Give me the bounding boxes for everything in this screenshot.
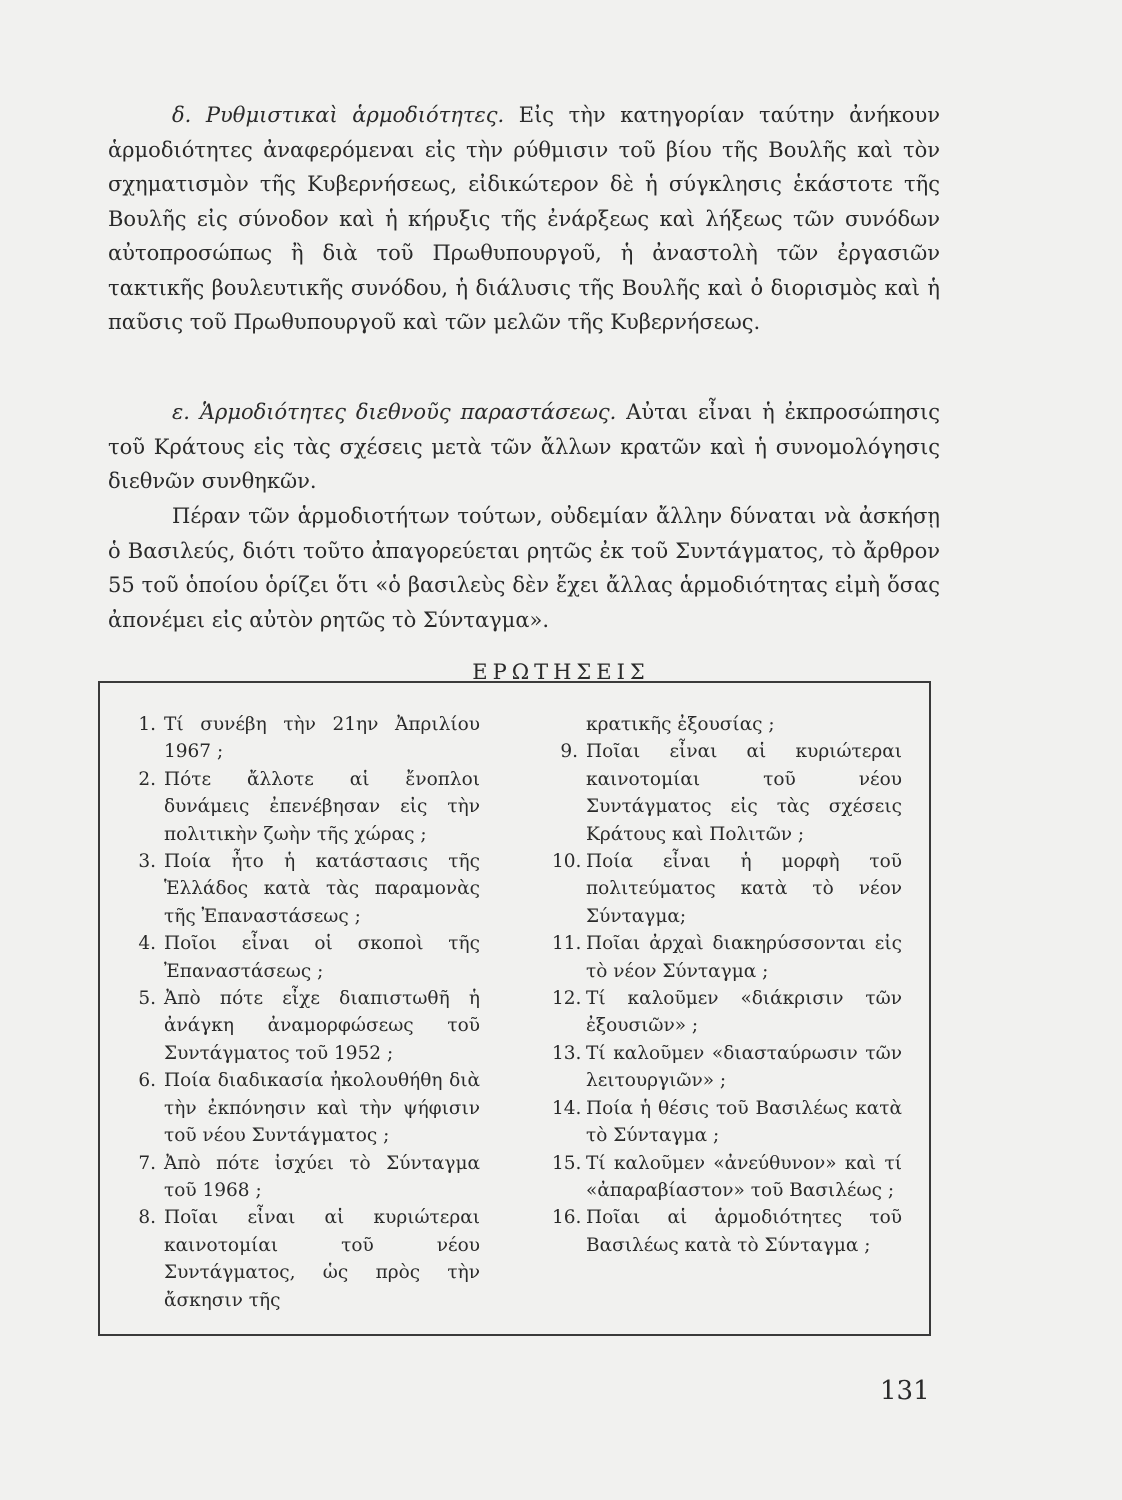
paragraph-heading: ε. Ἁρμοδιότητες διεθνοῦς παραστάσεως. (172, 400, 617, 424)
question-text: Ποία διαδικασία ἠκολουθήθη διὰ τὴν ἐκπόνησιν καὶ τὴν ψήφισιν τοῦ νέου Συντάγματος ; (164, 1070, 480, 1147)
question-item (552, 1040, 902, 1095)
question-number: 8. (138, 1207, 156, 1229)
question-number: 1. (138, 714, 156, 735)
questions-column-right (552, 711, 902, 1259)
question-number: 14. (552, 1097, 582, 1119)
question-number: 12. (552, 988, 582, 1010)
paragraph-regulatory-powers (108, 98, 940, 340)
question-text: Ποία ἦτο ἡ κατάστασις τῆς Ἑλλάδος κατὰ τὰς παραμονὰς τῆς Ἐπαναστάσεως ; (164, 851, 480, 927)
question-number: 5. (138, 988, 156, 1010)
question-item (130, 1204, 480, 1314)
paragraph-text: Εἰς τὴν κατηγορίαν ταύτην ἀνήκουν ἁρμοδιότητες ἀναφερόμεναι εἰς τὴν ρύθμισιν τοῦ βίου τῆς Βουλῆς καὶ τὸν σχηματισμὸν τῆς Κυβερνήσεως, εἰδικώτερον δὲ ἡ σύγκλησις ἑκάστοτε τῆς Βουλῆς εἰς σύνοδον καὶ ἡ κήρυξις τῆς ἐνάρξεως καὶ λήξεως τῶν συνόδων αὐτοπροσώπως ἢ διὰ τοῦ Πρωθυπουργοῦ, ἡ ἀναστολὴ τῶν ἐργασιῶν τακτικῆς βουλευτικῆς συνόδου, ἡ διάλυσις τῆς Βουλῆς καὶ ὁ διορισμὸς καὶ ἡ παῦσις τοῦ Πρωθυπουργοῦ καὶ τῶν μελῶν τῆς Κυβερνήσεως. (108, 103, 940, 334)
question-text: Ποῖοι εἶναι οἱ σκοποὶ τῆς Ἐπαναστάσεως ; (164, 933, 480, 982)
question-number: 10. (552, 851, 582, 873)
question-text: Ποῖαι εἶναι αἱ κυριώτεραι καινοτομίαι τοῦ νέου Συντάγματος εἰς τὰς σχέσεις Κράτους καὶ Πολιτῶν ; (586, 741, 902, 845)
question-text: Ποία ἡ θέσις τοῦ Βασιλέως κατὰ τὸ Σύνταγμα ; (586, 1097, 902, 1147)
question-text: Ἀπὸ πότε ἰσχύει τὸ Σύνταγμα τοῦ 1968 ; (164, 1152, 480, 1201)
question-number: 2. (138, 768, 156, 790)
questions-column-left (130, 711, 480, 1314)
question-text: Τί καλοῦμεν «διασταύρωσιν τῶν λειτουργιῶν» ; (586, 1042, 902, 1092)
paragraph-article-55: Πέραν τῶν ἁρμοδιοτήτων τούτων, οὐδεμίαν ἄλλην δύναται νὰ ἀσκήσῃ ὁ Βασιλεύς, διότι τοῦτο ἀπαγορεύεται ρητῶς ἐκ τοῦ Συντάγματος, τὸ ἄρθρον 55 τοῦ ὁποίου ὁρίζει ὅτι «ὁ βασιλεὺς δὲν ἔχει ἄλλας ἁρμοδιότητας εἰμὴ ὅσας ἀπονέμει εἰς αὐτὸν ρητῶς τὸ Σύνταγμα». (108, 504, 940, 632)
question-item (552, 738, 902, 848)
question-number: 13. (552, 1042, 582, 1064)
question-item (552, 985, 902, 1040)
question-item (130, 848, 480, 930)
question-item (130, 1150, 480, 1205)
question-number: 11. (552, 933, 582, 955)
paragraph-text: Αὐται εἶναι ἡ ἐκπροσώπησις τοῦ Κράτους εἰς τὰς σχέσεις μετὰ τῶν ἄλλων κρατῶν καὶ ἡ συνομολόγησις διεθνῶν συνθηκῶν. (108, 400, 940, 493)
question-item (130, 766, 480, 848)
question-text: Τί καλοῦμεν «ἀνεύθυνον» καὶ τί «ἀπαραβίαστον» τοῦ Βασιλέως ; (586, 1152, 902, 1201)
paragraph-heading: δ. Ρυθμιστικαὶ ἁρμοδιότητες. (172, 103, 505, 127)
question-item (552, 1150, 902, 1205)
question-continuation: κρατικῆς ἐξουσίας ; (586, 714, 775, 735)
question-text: Ποία εἶναι ἡ μορφὴ τοῦ πολιτεύματος κατὰ τὸ νέον Σύνταγμα; (586, 851, 902, 927)
question-item (130, 711, 480, 766)
page-number: 131 (880, 1376, 930, 1406)
question-item (552, 1095, 902, 1150)
question-number: 4. (138, 933, 156, 955)
question-item (552, 848, 902, 930)
questions-title: ΕΡΩΤΗΣΕΙΣ (472, 660, 650, 684)
question-item (552, 930, 902, 985)
question-text: Τί συνέβη τὴν 21ην Ἀπριλίου 1967 ; (164, 714, 480, 763)
question-item (130, 930, 480, 985)
paragraph-international-powers (108, 395, 940, 499)
question-text: Ποῖαι ἀρχαὶ διακηρύσσονται εἰς τὸ νέον Σύνταγμα ; (586, 933, 902, 982)
question-text: Τί καλοῦμεν «διάκρισιν τῶν ἐξουσιῶν» ; (586, 988, 902, 1037)
question-number: 3. (138, 851, 156, 873)
question-text: Πότε ἄλλοτε αἱ ἔνοπλοι δυνάμεις ἐπενέβησαν εἰς τὴν πολιτικὴν ζωὴν τῆς χώρας ; (164, 768, 480, 845)
question-item (130, 1067, 480, 1149)
question-text: Ποῖαι αἱ ἁρμοδιότητες τοῦ Βασιλέως κατὰ τὸ Σύνταγμα ; (586, 1207, 902, 1256)
question-item (552, 1204, 902, 1259)
question-number: 16. (552, 1207, 582, 1229)
question-number: 7. (138, 1152, 156, 1174)
question-text: Ποῖαι εἶναι αἱ κυριώτεραι καινοτομίαι τοῦ νέου Συντάγματος, ὡς πρὸς τὴν ἄσκησιν τῆς (164, 1207, 480, 1311)
question-number: 6. (138, 1070, 156, 1092)
question-number: 9. (560, 741, 578, 763)
question-number: 15. (552, 1152, 582, 1174)
question-text: Ἀπὸ πότε εἶχε διαπιστωθῆ ἡ ἀνάγκη ἀναμορφώσεως τοῦ Συντάγματος τοῦ 1952 ; (164, 988, 480, 1064)
question-item (130, 985, 480, 1067)
